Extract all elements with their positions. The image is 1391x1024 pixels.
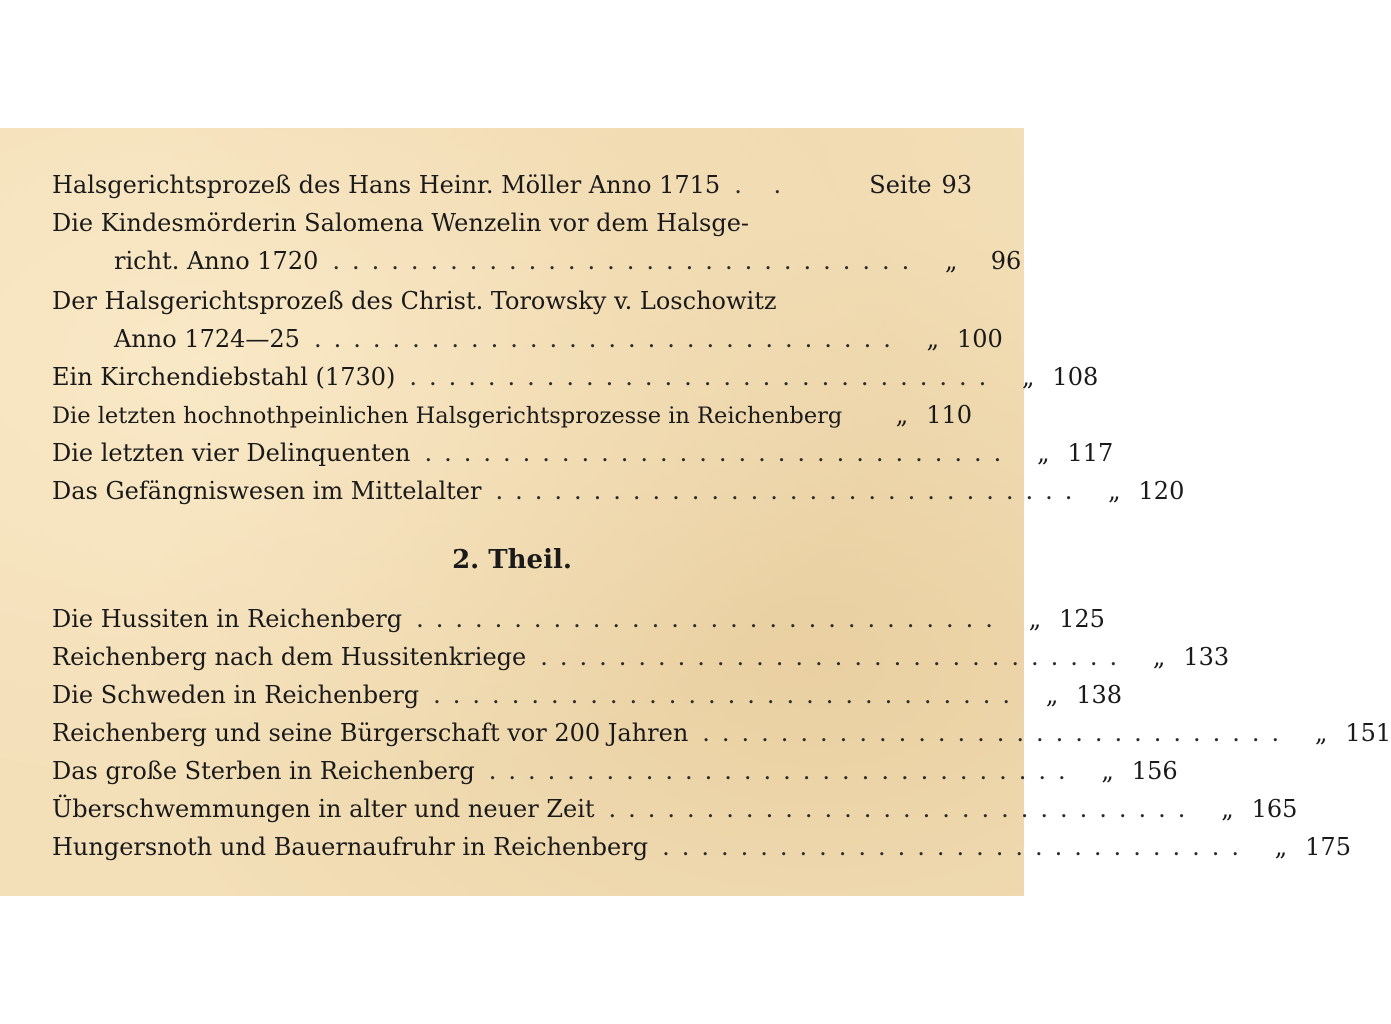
leader-dots: .............................. bbox=[495, 477, 1085, 505]
toc-entry-title: Überschwemmungen in alter und neuer Zeit bbox=[52, 795, 595, 823]
page-number: 110 bbox=[926, 401, 972, 429]
page-number: 133 bbox=[1183, 643, 1230, 671]
toc-entry bbox=[52, 204, 1022, 280]
toc-entry bbox=[52, 396, 972, 434]
ditto-mark: „ bbox=[895, 401, 909, 429]
toc-entry-title: Reichenberg und seine Bürgerschaft vor 200 Jahren bbox=[52, 719, 689, 747]
page-number: 175 bbox=[1305, 833, 1351, 861]
page-number: 165 bbox=[1251, 795, 1298, 823]
page-number: 151 bbox=[1345, 719, 1391, 747]
toc-entry bbox=[52, 434, 1114, 472]
leader-dots: .............................. bbox=[313, 325, 903, 353]
leader-dots: .............................. bbox=[702, 719, 1292, 747]
ditto-mark: „ bbox=[1152, 643, 1166, 671]
toc-entry bbox=[52, 472, 1185, 510]
ditto-mark: „ bbox=[945, 247, 958, 275]
toc-entry-title: Die Hussiten in Reichenberg bbox=[52, 605, 403, 633]
leader-dots: .............................. bbox=[488, 757, 1078, 785]
page-number: 100 bbox=[957, 325, 1003, 353]
toc-entry-title: Die Schweden in Reichenberg bbox=[52, 681, 420, 709]
toc-entry-title: Reichenberg nach dem Hussitenkriege bbox=[52, 643, 527, 671]
toc-entry bbox=[52, 790, 1298, 828]
leader-dots: .............................. bbox=[433, 681, 1023, 709]
toc-entry bbox=[52, 638, 1230, 676]
toc-entry-title: Die letzten hochnothpeinlichen Halsgerichtsprozesse in Reichenberg bbox=[52, 403, 843, 429]
leader-dots: .............................. bbox=[424, 439, 1014, 467]
toc-entry bbox=[52, 282, 1003, 358]
ditto-mark: „ bbox=[1221, 795, 1234, 823]
ditto-mark: „ bbox=[1037, 439, 1050, 467]
page-number: 117 bbox=[1067, 439, 1114, 467]
ditto-mark: „ bbox=[1022, 363, 1035, 391]
leader-dots: .............................. bbox=[608, 795, 1198, 823]
toc-entry-title-continued: richt. Anno 1720 bbox=[114, 247, 319, 275]
page-number: 108 bbox=[1052, 363, 1099, 391]
leader-dots: .............................. bbox=[540, 643, 1130, 671]
toc-entry-title: Halsgerichtsprozeß des Hans Heinr. Möller Anno 1715 bbox=[52, 171, 721, 199]
ditto-mark: „ bbox=[1108, 477, 1121, 505]
leader-dots: . . bbox=[734, 171, 794, 199]
ditto-mark: „ bbox=[1314, 719, 1328, 747]
toc-entry bbox=[52, 358, 1099, 396]
toc-entry-title: Der Halsgerichtsprozeß des Christ. Torowsky v. Loschowitz bbox=[52, 287, 777, 315]
toc-entry-title: Die letzten vier Delinquenten bbox=[52, 439, 411, 467]
leader-dots: .............................. bbox=[416, 605, 1005, 633]
page-number: 93 bbox=[941, 171, 972, 199]
page-number: 138 bbox=[1076, 681, 1123, 709]
ditto-mark: „ bbox=[1274, 833, 1288, 861]
page-number: 156 bbox=[1131, 757, 1178, 785]
section-heading: 2. Theil. bbox=[452, 545, 572, 575]
ditto-mark: „ bbox=[1045, 681, 1059, 709]
toc-entry bbox=[52, 600, 1105, 638]
ditto-mark: „ bbox=[926, 325, 940, 353]
ditto-mark: „ bbox=[1101, 757, 1114, 785]
toc-entry bbox=[52, 166, 972, 204]
toc-entry bbox=[52, 676, 1123, 714]
toc-entry-title-continued: Anno 1724—25 bbox=[114, 325, 300, 353]
page-number: 125 bbox=[1059, 605, 1105, 633]
leader-dots: .............................. bbox=[332, 247, 922, 275]
toc-entry-title: Ein Kirchendiebstahl (1730) bbox=[52, 363, 396, 391]
toc-entry-title: Das Gefängniswesen im Mittelalter bbox=[52, 477, 482, 505]
toc-entry-title: Hungersnoth und Bauernaufruhr in Reichenberg bbox=[52, 833, 649, 861]
leader-dots: .............................. bbox=[662, 833, 1251, 861]
toc-entry bbox=[52, 752, 1178, 790]
page-number: 96 bbox=[990, 247, 1022, 275]
toc-entry bbox=[52, 828, 1351, 866]
ditto-mark: „ bbox=[1028, 605, 1042, 633]
page-number: 120 bbox=[1138, 477, 1185, 505]
toc-entry-title: Die Kindesmörderin Salomena Wenzelin vor dem Halsge- bbox=[52, 209, 750, 237]
page-prefix: Seite bbox=[869, 171, 932, 199]
toc-entry bbox=[52, 714, 1391, 752]
leader-dots: .............................. bbox=[409, 363, 999, 391]
toc-entry-title: Das große Sterben in Reichenberg bbox=[52, 757, 475, 785]
